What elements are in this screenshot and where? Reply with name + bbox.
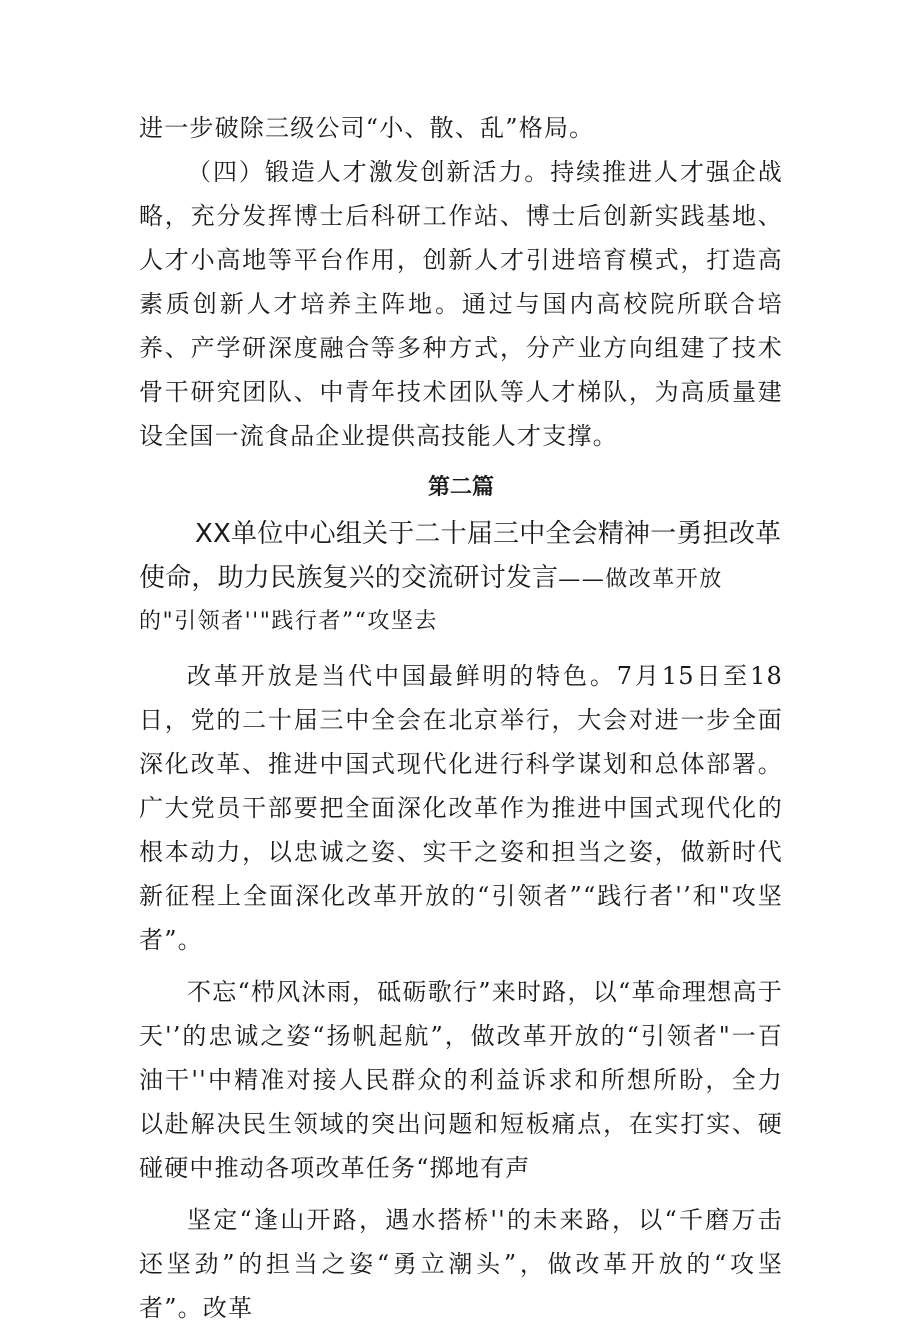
chapter-heading: 第二篇 <box>427 475 494 500</box>
body-paragraph-3: 坚定“逢山开路，遇水搭桥''的未来路，以“千磨万击还坚劲”的担当之姿“勇立潮头”，做改革开放的“攻坚者”。改革 <box>139 1206 783 1322</box>
document-page <box>139 106 783 1330</box>
section-four-paragraph: （四）锻造人才激发创新活力。持续推进人才强企战略，充分发挥博士后科研工作站、博士后创新实践基地、人才小高地等平台作用，创新人才引进培育模式，打造高素质创新人才培养主阵地。通过与国内高校院所联合培养、产学研深度融合等多种方式，分产业方向组建了技术骨干研究团队、中青年技术团队等人才梯队，为高质量建设全国一流食品企业提供高技能人才支撑。 <box>139 158 783 450</box>
document-title <box>139 512 783 602</box>
title-tail: 的"引领者''"践行者”“攻坚去 <box>139 609 438 634</box>
title-subtitle: ——做改革开放 <box>558 567 723 592</box>
body-paragraph-2: 不忘“栉风沐雨，砥砺歌行”来时路，以“革命理想高于天'’的忠诚之姿“扬帆起航”，做改革开放的“引领者"一百油干''中精准对接人民群众的利益诉求和所想所盼，全力以赴解决民生领域的突出问题和短板痛点，在实打实、硬碰硬中推动各项改革任务“掷地有声 <box>139 978 783 1182</box>
intro-tail-paragraph: 进一步破除三级公司“小、散、乱”格局。 <box>139 114 595 142</box>
body-paragraph-1: 改革开放是当代中国最鲜明的特色。7月15日至18日，党的二十届三中全会在北京举行，大会对进一步全面深化改革、推进中国式现代化进行科学谋划和总体部署。广大党员干部要把全面深化改革作为推进中国式现代化的根本动力，以忠诚之姿、实干之姿和担当之姿，做新时代新征程上全面深化改革开放的“引领者”“践行者'’和"攻坚者”。 <box>139 662 783 954</box>
title-main: XX单位中心组关于二十届三中全会精神一勇担改革使命，助力民族复兴的交流研讨发言 <box>139 519 782 593</box>
